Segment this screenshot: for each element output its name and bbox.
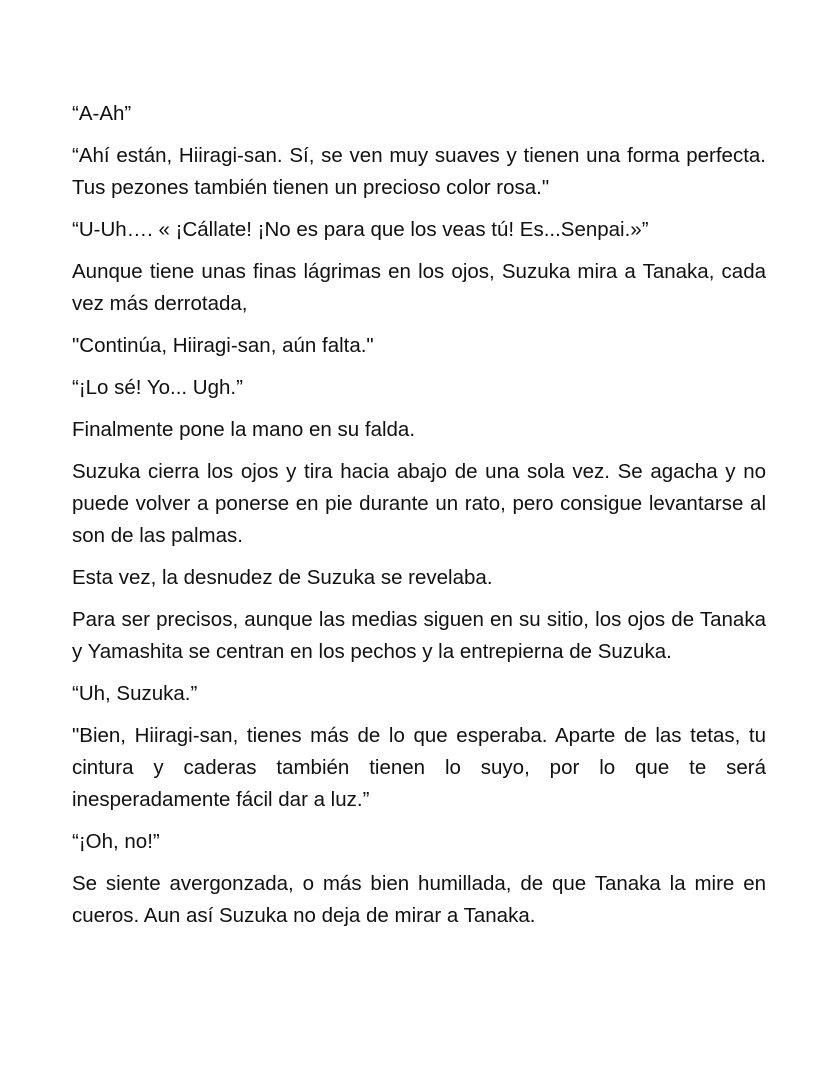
paragraph: “¡Oh, no!” (72, 830, 160, 853)
paragraph: "Continúa, Hiiragi-san, aún falta." (72, 334, 374, 357)
paragraph: Finalmente pone la mano en su falda. (72, 418, 416, 441)
paragraph: “A-Ah” (72, 102, 132, 125)
paragraph: Esta vez, la desnudez de Suzuka se revelaba. (72, 566, 493, 589)
paragraph: Se siente avergonzada, o más bien humillada, de que Tanaka la mire en cueros. Aun así Suzuka no deja de mirar a Tanaka. (72, 872, 766, 927)
body-text (72, 98, 766, 942)
paragraph: Aunque tiene unas finas lágrimas en los ojos, Suzuka mira a Tanaka, cada vez más derrotada, (72, 260, 766, 315)
paragraph: “Uh, Suzuka.” (72, 682, 198, 705)
paragraph: “¡Lo sé! Yo... Ugh.” (72, 376, 243, 399)
paragraph: “Ahí están, Hiiragi-san. Sí, se ven muy suaves y tienen una forma perfecta. Tus pezones también tienen un precioso color rosa." (72, 144, 766, 199)
paragraph: “U-Uh…. « ¡Cállate! ¡No es para que los veas tú! Es...Senpai.»” (72, 218, 649, 241)
paragraph: Suzuka cierra los ojos y tira hacia abajo de una sola vez. Se agacha y no puede volver a ponerse en pie durante un rato, pero consigue levantarse al son de las palmas. (72, 460, 766, 547)
paragraph: "Bien, Hiiragi-san, tienes más de lo que esperaba. Aparte de las tetas, tu cintura y caderas también tienen lo suyo, por lo que te será inesperadamente fácil dar a luz.” (72, 724, 766, 811)
paragraph: Para ser precisos, aunque las medias siguen en su sitio, los ojos de Tanaka y Yamashita se centran en los pechos y la entrepierna de Suzuka. (72, 608, 766, 663)
